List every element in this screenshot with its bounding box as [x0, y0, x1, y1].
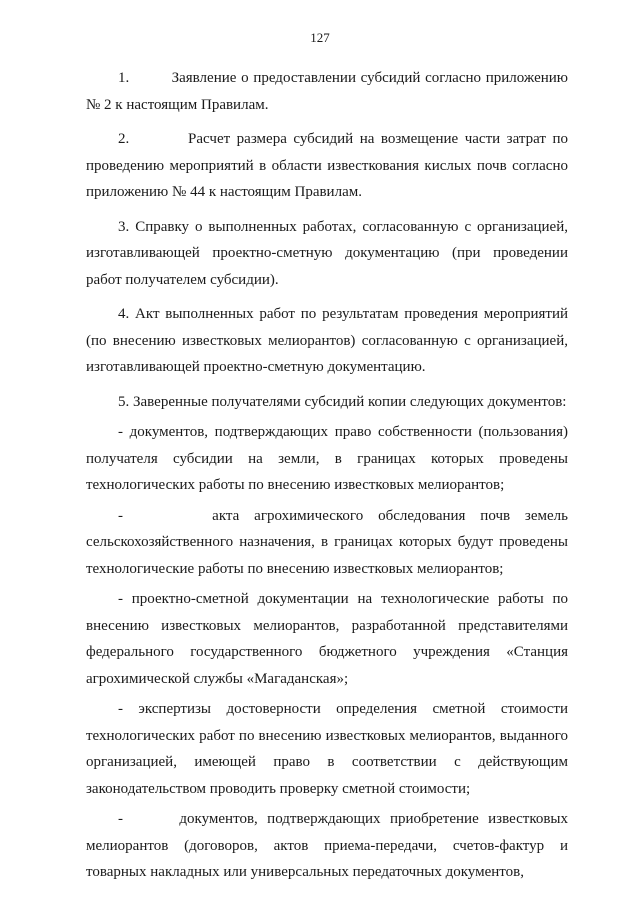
list-item-agrochemical-survey: - акта агрохимического обследования почв земель сельскохозяйственного назначения, в границах которых будут проведены технологические работы по внесению известковых мелиорантов;: [86, 507, 568, 577]
paragraph-item-3: 3. Справку о выполненных работах, согласованную с организацией, изготавливающей проектно-сметную документацию (при проведении работ получателем субсидии).: [86, 218, 568, 288]
paragraph-item-5: 5. Заверенные получателями субсидий копии следующих документов:: [118, 393, 567, 410]
paragraph-item-1: 1. Заявление о предоставлении субсидий согласно приложению № 2 к настоящим Правилам.: [86, 70, 568, 113]
paragraph-item-2: 2. Расчет размера субсидий на возмещение части затрат по проведению мероприятий в области известкования кислых почв согласно приложению № 44 к настоящим Правилам.: [86, 131, 568, 200]
list-item-purchase-documents: - документов, подтверждающих приобретение известковых мелиорантов (договоров, актов приема-передачи, счетов-фактур и товарных накладных или универсальных передаточных документов,: [86, 811, 568, 880]
paragraph-item-4: 4. Акт выполненных работ по результатам проведения мероприятий (по внесению известковых мелиорантов) согласованную с организацией, изготавливающей проектно-сметную документацию.: [86, 306, 568, 375]
list-item-ownership-documents: - документов, подтверждающих право собственности (пользования) получателя субсидии на земли, в границах которых проведены технологических работы по внесению известковых мелиорантов;: [86, 424, 568, 493]
list-item-design-documentation: - проектно-сметной документации на технологические работы по внесению известковых мелиорантов, разработанной представителями федерального государственного бюджетного учреждения «Станция агрохимической службы «Магаданская»;: [86, 591, 568, 687]
list-item-cost-expertise: - экспертизы достоверности определения сметной стоимости технологических работ по внесению известковых мелиорантов, выданного организацией, имеющей право в соответствии с действующим законодательством проводить проверку сметной стоимости;: [86, 701, 568, 797]
document-body: [86, 65, 568, 886]
page-number: 127: [310, 30, 330, 45]
